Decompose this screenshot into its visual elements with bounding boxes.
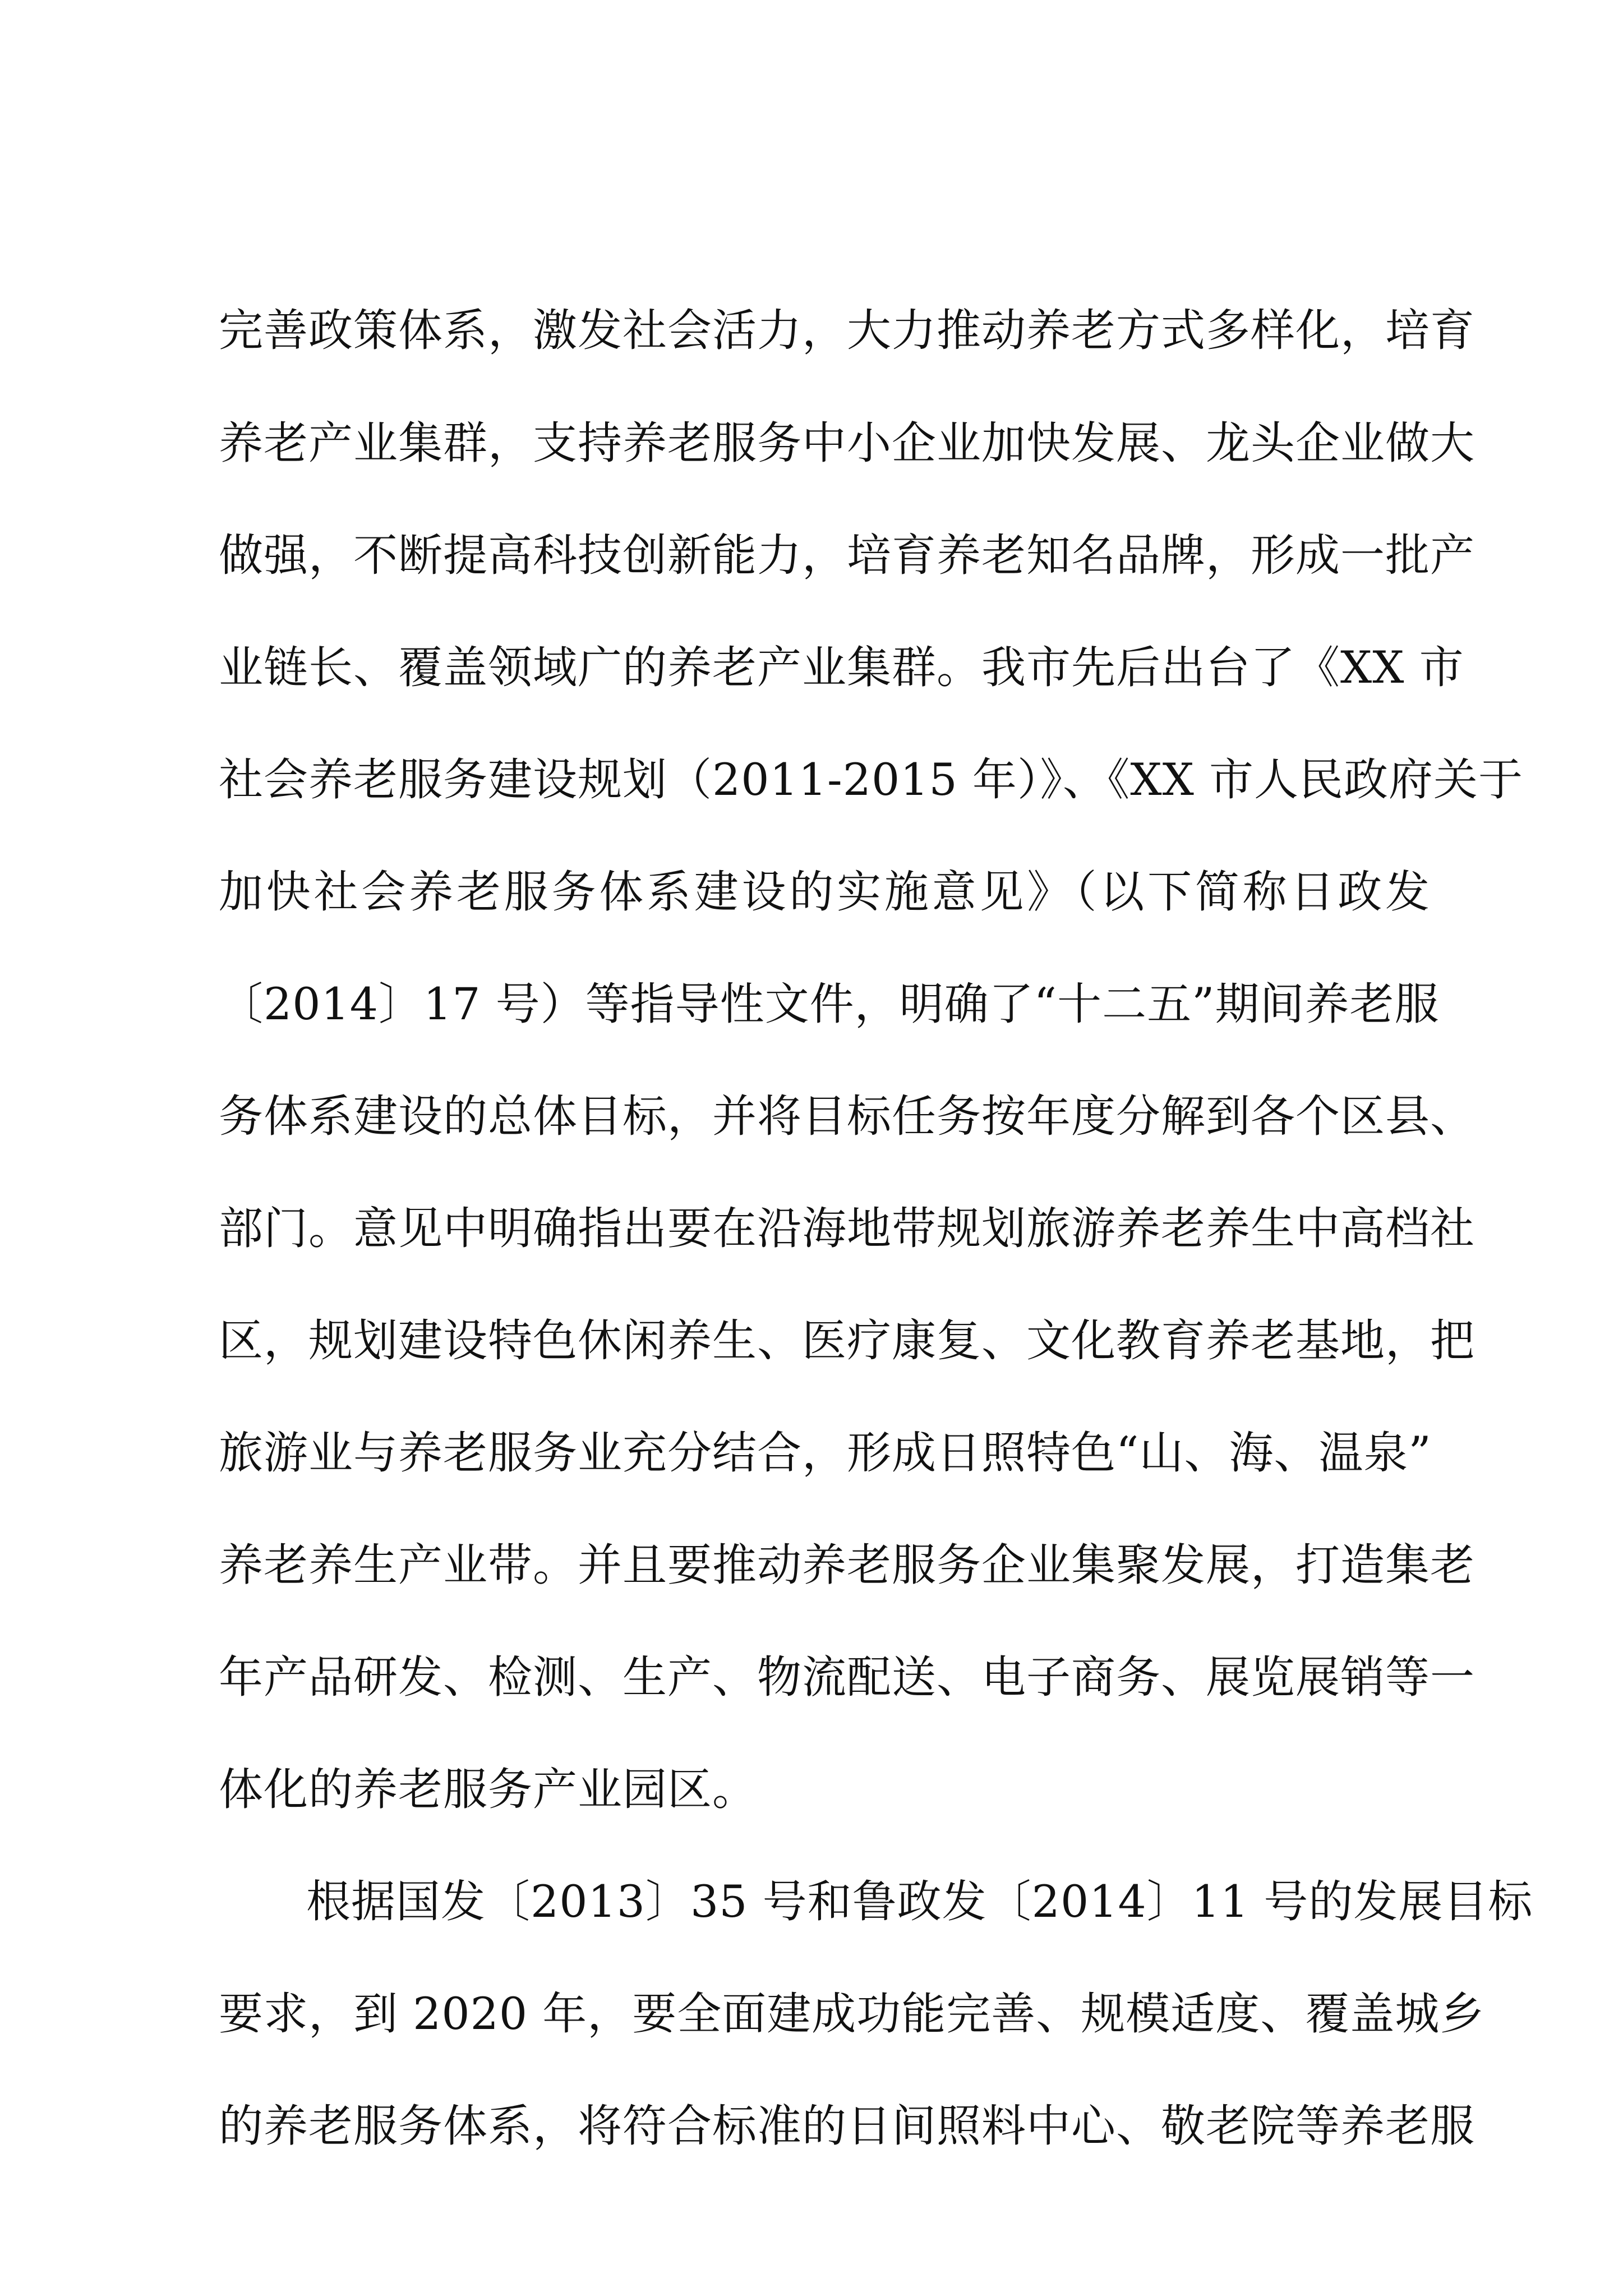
text-line: 加快社会养老服务体系建设的实施意见》（以下简称日政发 [219,866,1430,918]
text-line: 旅游业与养老服务业充分结合，形成日照特色“山、海、温泉” [219,1427,1432,1479]
text-line: 年产品研发、检测、生产、物流配送、电子商务、展览展销等一 [219,1651,1475,1703]
text-line: 要求，到 2020 年，要全面建成功能完善、规模适度、覆盖城乡 [219,1988,1485,2040]
text-line: 部门。意见中明确指出要在沿海地带规划旅游养老养生中高档社 [219,1203,1475,1254]
text-line: 体化的养老服务产业园区。 [219,1764,757,1815]
text-line: 业链长、覆盖领域广的养老产业集群。我市先后出台了《XX 市 [219,642,1464,693]
text-line: 根据国发〔2013〕35 号和鲁政发〔2014〕11 号的发展目标 [306,1876,1533,1927]
text-line: 区，规划建设特色休闲养生、医疗康复、文化教育养老基地，把 [219,1315,1475,1366]
text-line: 〔2014〕17 号）等指导性文件，明确了“十二五”期间养老服 [219,978,1440,1030]
text-line: 的养老服务体系，将符合标准的日间照料中心、敬老院等养老服 [219,2100,1475,2152]
text-line: 完善政策体系，激发社会活力，大力推动养老方式多样化，培育 [219,305,1475,356]
text-line: 社会养老服务建设规划（2011-2015 年）》、《XX 市人民政府关于 [219,754,1523,806]
text-line: 养老养生产业带。并且要推动养老服务企业集聚发展，打造集老 [219,1539,1475,1591]
text-line: 做强，不断提高科技创新能力，培育养老知名品牌，形成一批产 [219,530,1475,581]
text-line: 务体系建设的总体目标，并将目标任务按年度分解到各个区县、 [219,1091,1475,1142]
text-line: 养老产业集群，支持养老服务中小企业加快发展、龙头企业做大 [219,417,1475,469]
